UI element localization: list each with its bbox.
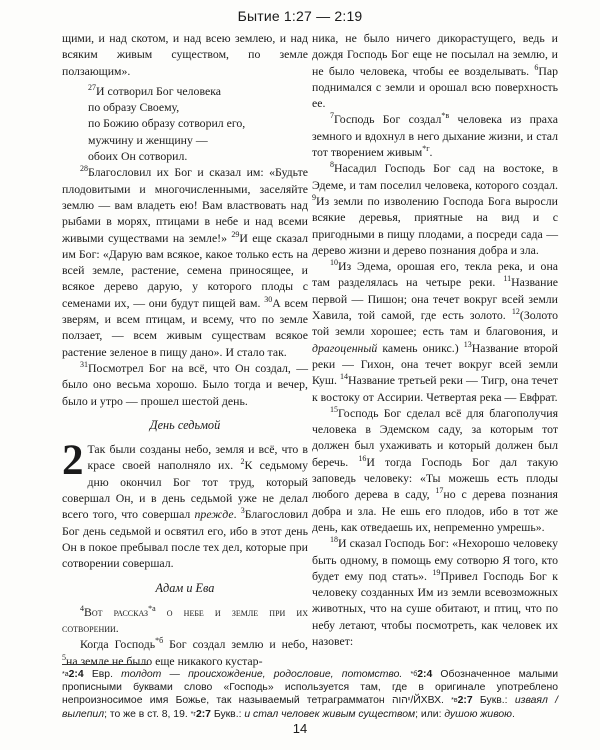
verse-number: 17	[435, 486, 444, 496]
page-number: 14	[292, 721, 308, 736]
paragraph-8: $^8$Насадил Господь Бог сад на востоке, в Эдеме, и там поселил человека, которого создал. $^9$Из земли по изволению Господа Бога выросли всякие деревья, приятные на вид и с пригодными в пищу плодами, а посреди сада — дерево жизни и дерево познания добра и зла.	[312, 160, 558, 257]
poem-line: обоих Он сотворил.	[88, 149, 188, 164]
chapter-2-paragraph: 2 Так были созданы небо, земля и всё, что в красе своей наполняло их. $^2$К седьмому дню окончил Бог тот труд, который совершал Он, и в день седьмой уже не делал всего того, что совершал прежде. $^3$Благословил Бог день седьмой и освятил его, ибо в этот день Он в покое пребывал после тех дел, которые при сотворении совершал.	[62, 437, 309, 571]
section-heading: Адам и Ева	[155, 580, 215, 595]
verse-number: 18	[330, 535, 338, 545]
verse-number: 8	[330, 160, 334, 170]
footnote-marker: *б	[155, 636, 164, 646]
verse-number: 7	[330, 111, 334, 121]
verse-number: 14	[340, 372, 349, 382]
section-heading: День седьмой	[149, 417, 221, 432]
verse-number: 5	[62, 652, 66, 662]
footnote-marker: *г	[422, 144, 430, 154]
paragraph-10: $^{10}$Из Эдема, орошая его, текла река, и она там разделялась на четыре реки. $^{11}$Название первой — Пишон; она течет вокруг всей земли Хавила, той самой, где есть золото. $^{12}$(Золото той земли хорошее; есть там и благовония, и драгоценный камень оникс.) $^{13}$Название второй реки — Гихон, она течет вокруг всей земли Куш. $^{14}$Название третьей реки — Тигр, она течет к востоку от Ассирии. Четвертая река — Евфрат.	[312, 258, 559, 404]
verse-number: 3	[240, 506, 245, 516]
verse-number: 16	[358, 453, 367, 463]
left-column	[62, 30, 308, 669]
paragraph: ника, не было ничего дикорастущего, ведь и дождя Господь Бог еще не посылал на землю, и не было человека, чтобы ее возделывать. $^6$Пар поднимался с земли и орошал всю поверхность ее.	[312, 31, 559, 111]
right-column	[312, 30, 558, 649]
verse-number: 31	[80, 359, 88, 369]
paragraph-4: $^4$Вот рассказ$^{*а}$ о небе и земле при их сотворении.	[62, 603, 308, 636]
verse-number: 15	[330, 404, 338, 414]
paragraph-18: $^{18}$И сказал Господь Бог: «Нехорошо человеку быть одному, в помощь ему сотворю Я того, кто будет ему под стать». $^{19}$Привел Господь Бог к человеку созданных Им из земли всевозможных животных, что на суше обитают, и птиц, что по небу летают, чтобы посмотреть, как человек их назовет:	[312, 535, 558, 648]
verse-number: 29	[231, 229, 240, 239]
footnote: $^{*а}$2:4 Евр. толдот — происхождение, родословие, потомство. $^{*б}$2:4 Обозначенное малыми прописными буквами слово «Господь» используется там, где в оригинале употреблено непроизносимое имя Божье, так называемый тетраграмматон יהוה/ЙХВХ. $^{*в}$2:7 Букв.: изваял / вылепил; то же в ст. 8, 19. $^{*г}$2:7 Букв.: и стал человек живым существом; или: душою живою.	[62, 669, 558, 720]
footnote-marker: *в	[441, 111, 450, 121]
verse-number: 27	[88, 82, 96, 92]
poem-line: мужчину и женщину —	[88, 132, 208, 147]
running-header: Бытие 1:27 — 2:19	[237, 8, 363, 24]
footnote-divider	[62, 664, 148, 665]
paragraph-31: $^{31}$Посмотрел Бог на всё, что Он создал, — было оно весьма хорошо. Было тогда и вечер, было и утро — прошел шестой день.	[62, 359, 308, 408]
poem-line: по образу Своему,	[88, 100, 180, 115]
paragraph-15: $^{15}$Господь Бог сделал всё для благополучия человека в Эдемском саду, за которым тот должен был ухаживать и который должен был беречь. $^{16}$И тогда Господь Бог дал такую заповедь человеку: «Ты можешь есть плоды любого дерева в саду, $^{17}$но с дерева познания добра и зла. Не ешь его плодов, ибо в тот же день, как отведаешь их, непременно умрешь».	[312, 404, 559, 534]
verse-number: 11	[503, 274, 512, 284]
verse-number: 12	[511, 307, 520, 317]
footnote-marker: *а	[148, 603, 156, 613]
verse-number: 4	[80, 603, 84, 613]
footnotes	[62, 668, 558, 721]
paragraph-28: $^{28}$Благословил их Бог и сказал им: «Будьте плодовитыми и многочисленными, заселяйте землю — вам владеть ею! Вам властвовать над рыбами в морях, птицами в небе и над всеми живыми существами на земле!» $^{29}$И еще сказал им Бог: «Дарую вам всякое, какое только есть на всей земле, растение, семена приносящее, и всякое дерево дарую, у которого плоды с семенами их, — они будут пищей вам. $^{30}$А всем зверям, и всем птицам, и всему, что по земле ползает, — всем живым существам всякое растение зеленое в пищу дано». И стало так.	[62, 164, 309, 359]
chapter-drop-cap: 2	[62, 437, 84, 485]
verse-number: 19	[432, 567, 441, 577]
verse-number: 2	[240, 457, 245, 467]
verse-number: 30	[264, 294, 273, 304]
verse-number: 6	[534, 62, 539, 72]
poem-verse-27	[62, 83, 308, 164]
verse-number: 10	[330, 258, 338, 268]
poem-line: $^{27}$И сотворил Бог человека	[88, 82, 221, 98]
verse-number: 9	[312, 192, 316, 202]
verse-number: 28	[80, 164, 88, 174]
paragraph-7: $^7$Господь Бог создал$^{*в}$ человека из праха земного и вдохнул в него дыхание жизни, и стал тот творением живым$^{*г}$.	[312, 111, 558, 160]
paragraph: щими, и над скотом, и над всею землею, и над всяким живым существом, по земле ползающим».	[62, 31, 308, 78]
verse-number: 13	[463, 339, 472, 349]
poem-line: по Божию образу сотворил его,	[88, 116, 246, 131]
paragraph-4-cont: Когда Господь$^{*б}$ Бог создал землю и небо, $^5$на земле не было еще никакого кустар-	[62, 636, 308, 668]
